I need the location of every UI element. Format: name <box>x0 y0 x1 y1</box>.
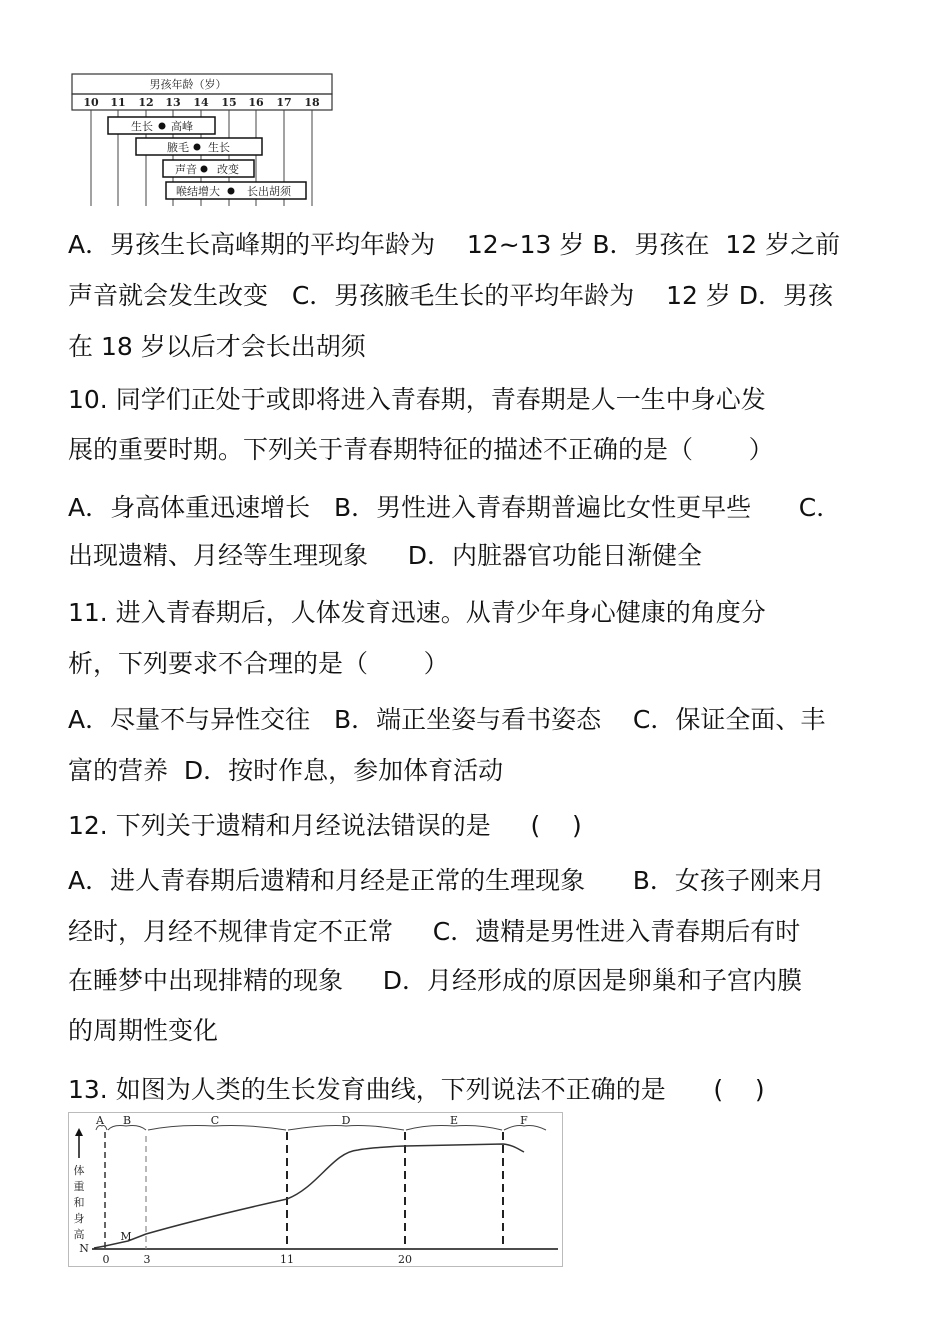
q12-options-line-3: 在睡梦中出现排精的现象 D．月经形成的原因是卵巢和子宫内膜 <box>68 966 802 995</box>
bullet-dot <box>201 166 208 173</box>
x-tick-label: 0 <box>102 1253 110 1266</box>
age-label: 13 <box>165 96 181 109</box>
bar-left-label: 腋毛 <box>167 141 189 154</box>
stage-label-f: F <box>520 1114 528 1127</box>
q11-stem-line-1: 11. 进入青春期后，人体发育迅速。从青少年身心健康的角度分 <box>68 598 766 627</box>
q12-options-line-1: A．进人青春期后遗精和月经是正常的生理现象 B．女孩子刚来月 <box>68 866 825 895</box>
bullet-dot <box>228 188 235 195</box>
q12-stem: 12. 下列关于遗精和月经说法错误的是 ( ) <box>68 811 582 840</box>
bar-right-label: 长出胡须 <box>247 185 291 198</box>
q12-options-line-2: 经时，月经不规律肯定不正常 C．遗精是男性进入青春期后有时 <box>68 917 801 946</box>
stage-label-c: C <box>210 1114 220 1127</box>
x-tick-label: 11 <box>280 1253 294 1266</box>
q10-options-line-2: 出现遗精、月经等生理现象 D．内脏器官功能日渐健全 <box>68 541 702 570</box>
q11-stem-line-2: 析，下列要求不合理的是（ ） <box>68 649 449 678</box>
boy-age-development-figure <box>68 72 334 208</box>
y-label-char: 重 <box>73 1180 85 1193</box>
q9-options-line-1: A．男孩生长高峰期的平均年龄为 12~13 岁 B．男孩在 12 岁之前 <box>68 230 841 259</box>
bar-voice-change <box>163 160 254 177</box>
bar-right-label: 高峰 <box>171 120 193 133</box>
point-label-m: M <box>120 1230 132 1243</box>
x-tick-label: 20 <box>398 1253 412 1266</box>
age-label: 12 <box>138 96 154 109</box>
bar-left-label: 生长 <box>131 120 153 133</box>
bullet-dot <box>159 123 166 130</box>
age-label: 18 <box>304 96 320 109</box>
q13-stem: 13. 如图为人类的生长发育曲线，下列说法不正确的是 ( ) <box>68 1075 765 1104</box>
bar-adams-apple <box>166 182 306 199</box>
y-label-char: 高 <box>73 1228 85 1241</box>
bar-growth-peak <box>108 117 215 134</box>
q9-options-line-3: 在 18 岁以后才会长出胡须 <box>68 332 366 361</box>
age-label: 14 <box>193 96 209 109</box>
age-label: 10 <box>83 96 99 109</box>
age-label: 15 <box>221 96 237 109</box>
stage-label-a: A <box>96 1114 104 1127</box>
y-label-char: 和 <box>73 1196 85 1209</box>
age-label: 17 <box>276 96 292 109</box>
bullet-dot <box>194 144 201 151</box>
bar-right-label: 生长 <box>208 141 230 154</box>
q10-stem-line-1: 10. 同学们正处于或即将进入青春期，青春期是人一生中身心发 <box>68 385 766 414</box>
q11-options-line-1: A．尽量不与异性交往 B．端正坐姿与看书姿态 C．保证全面、丰 <box>68 705 826 734</box>
y-label-char: 体 <box>73 1164 85 1177</box>
figure-header: 男孩年龄（岁） <box>149 78 227 91</box>
q10-options-line-1: A．身高体重迅速增长 B．男性进入青春期普遍比女性更早些 C． <box>68 493 842 522</box>
q10-stem-line-2: 展的重要时期。下列关于青春期特征的描述不正确的是（ ） <box>68 435 774 464</box>
stage-label-e: E <box>449 1114 459 1127</box>
q9-options-line-2: 声音就会发生改变 C．男孩腋毛生长的平均年龄为 12 岁 D．男孩 <box>68 281 834 310</box>
q11-options-line-2: 富的营养 D．按时作息，参加体育活动 <box>68 756 504 785</box>
bar-left-label: 喉结增大 <box>176 185 220 198</box>
age-axis <box>83 96 320 109</box>
q12-options-line-4: 的周期性变化 <box>68 1016 219 1045</box>
y-label-char: 身 <box>73 1212 85 1225</box>
bar-armpit-hair <box>136 138 262 155</box>
y-axis-label <box>74 1163 85 1241</box>
bar-left-label: 声音 <box>175 163 197 176</box>
growth-curve-figure <box>68 1112 564 1268</box>
origin-label: N <box>79 1242 89 1255</box>
bar-right-label: 改变 <box>217 163 239 176</box>
age-label: 11 <box>110 96 126 109</box>
age-label: 16 <box>248 96 264 109</box>
stage-label-d: D <box>341 1114 351 1127</box>
x-tick-label: 3 <box>143 1253 151 1266</box>
stage-label-b: B <box>122 1114 132 1127</box>
